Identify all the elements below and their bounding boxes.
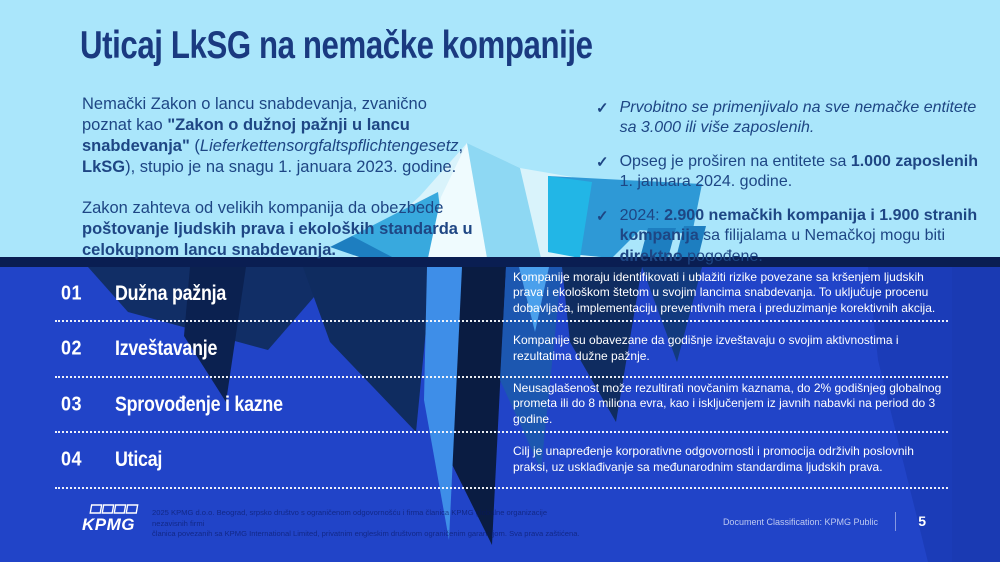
row-number: 03	[61, 393, 82, 415]
row-number: 02	[61, 337, 82, 360]
intro-paragraph-1: Nemački Zakon o lancu snabdevanja, zvanično poznat kao "Zakon o dužnoj pažnji u lancu snabdevanja" (Lieferkettensorgfaltspflichtengesetz, LkSG), stupio je na snagu 1. januara 2023. godine.	[82, 95, 464, 176]
classification-text: Document Classification: KPMG Public	[722, 517, 878, 527]
kpmg-logo	[78, 503, 144, 535]
bullet-item	[596, 206, 978, 267]
table-row-uticaj	[55, 433, 948, 489]
row-label: Izveštavanje	[115, 337, 218, 360]
footer-legal	[152, 508, 582, 540]
bullet-list	[596, 98, 978, 280]
bullet-item	[596, 152, 978, 193]
row-description: Cilj je unapređenje korporativne odgovornosti i promocija održivih poslovnih praksi, uz usklađivanje sa međunarodnim standardima ljudskih prava.	[513, 444, 914, 474]
footer-legal-line-1: 2025 KPMG d.o.o. Beograd, srpsko društvo s ograničenom odgovornošću i firma članica KPMG globalne organizacije nezavisnih firmi	[152, 508, 548, 528]
row-description: Kompanije moraju identifikovati i ublažiti rizike povezane sa kršenjem ljudskih prava i ekološkom štetom u svojim lancima snabdevanja. To uključuje procenu dobavljača, implementaciju preventivnih mera i preduzimanje korektivnih akcija.	[513, 269, 936, 316]
intro-paragraph-2: Zakon zahteva od velikih kompanija da obezbede poštovanje ljudskih prava i ekoloških standarda u celokupnom lancu snabdevanja.	[82, 198, 473, 259]
checkmark-icon: ✓	[596, 100, 609, 117]
topic-rows	[55, 267, 948, 489]
bullet-item	[596, 98, 978, 139]
table-row-izvestavanje	[55, 322, 948, 378]
intro-text	[82, 94, 476, 281]
page-number: 5	[918, 513, 926, 529]
kpmg-wordmark: KPMG	[82, 515, 135, 534]
row-label: Sprovođenje i kazne	[115, 392, 283, 416]
bullet-text: 2024: 2.900 nemačkih kompanija i 1.900 stranih kompanija sa filijalama u Nemačkoj mogu biti direktno pogođene.	[619, 206, 978, 265]
footer-legal-line-2: članica povezanih sa KPMG International Limited, privatnim engleskim društvom ograničenim garancijom. Sva prava zaštićena.	[152, 529, 580, 539]
table-row-sprovodjenje-i-kazne	[55, 378, 948, 433]
row-description: Neusaglašenost može rezultirati novčanim kaznama, do 2% godišnjeg globalnog prometa ili do 8 miliona evra, kao i isključenjem iz javnih nabavki na period do 3 godine.	[513, 380, 942, 427]
footer	[0, 489, 1000, 562]
checkmark-icon: ✓	[596, 207, 609, 225]
row-label: Dužna pažnja	[115, 281, 227, 305]
page-title: Uticaj LkSG na nemačke kompanije	[80, 24, 593, 67]
footer-divider	[895, 512, 896, 531]
bullet-text: Prvobitno se primenjivalo na sve nemačke entitete sa 3.000 ili više zaposlenih.	[619, 99, 977, 137]
row-number: 04	[61, 448, 82, 471]
checkmark-icon: ✓	[596, 153, 609, 171]
row-description: Kompanije su obavezane da godišnje izveštavaju o svojim aktivnostima i rezultatima dužne pažnje.	[513, 333, 899, 363]
table-row-duzna-paznja	[55, 267, 948, 322]
row-number: 01	[61, 282, 82, 304]
bullet-text: Opseg je proširen na entitete sa 1.000 zaposlenih 1. januara 2024. godine.	[619, 152, 978, 191]
row-label: Uticaj	[115, 448, 163, 471]
